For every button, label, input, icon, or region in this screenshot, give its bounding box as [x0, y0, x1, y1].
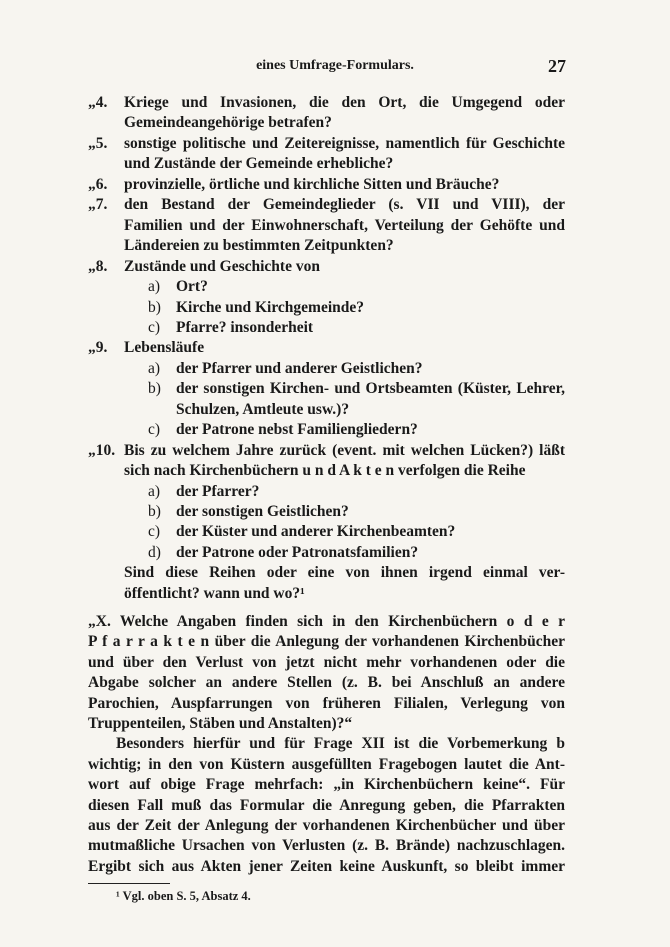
line-text: provinzielle, örtliche und kirchliche Sitten und Bräuche?: [124, 175, 500, 193]
sub-item-letter: b): [148, 380, 161, 398]
line-text: Sind diese Reihen oder eine von ihnen irgend einmal ver-: [124, 564, 565, 582]
line-text: der sonstigen Kirchen- und Ortsbeamten (Küster, Lehrer,: [176, 380, 565, 398]
paragraph-line: [88, 632, 565, 652]
line-text: Kirche und Kirchgemeinde?: [176, 298, 365, 316]
paragraph-line: [116, 734, 565, 754]
paragraph-line: [88, 694, 565, 714]
line-text: „X. Welche Angaben finden sich in den Kirchenbüchern o d e r: [88, 613, 565, 630]
line-text: der Patrone oder Patronatsfamilien?: [176, 543, 419, 561]
text-line: [176, 298, 565, 318]
paragraph-line: [88, 653, 565, 673]
text-line: [176, 502, 565, 522]
text-line: [124, 134, 565, 154]
line-text: wichtig; in den von Küstern ausgefüllten Fragebogen lautet die Ant-: [88, 755, 565, 773]
line-text: Bis zu welchem Jahre zurück (event. mit welchen Lücken?) läßt: [124, 441, 565, 459]
line-text: sonstige politische und Zeitereignisse, namentlich für Geschichte: [124, 134, 565, 152]
text-line: [176, 359, 565, 379]
line-text: Ergibt sich aus Akten jener Zeiten keine Auskunft, so bleibt immer: [88, 857, 565, 875]
line-text: Ort?: [176, 278, 208, 296]
line-text: und über den Verlust von jetzt nicht mehr vorhandenen oder die: [88, 653, 565, 671]
text-line: [176, 277, 565, 297]
text-line: [176, 482, 565, 502]
text-line: [176, 400, 565, 420]
item-number: „10.: [88, 441, 116, 459]
paragraph-line: [88, 612, 565, 632]
sub-item-letter: a): [148, 482, 161, 500]
line-text: mutmaßliche Ursachen von Verlusten (z. B. Brände) nachzuschlagen.: [88, 837, 565, 855]
line-text: den Bestand der Gemeindeglieder (s. VII und VIII), der: [124, 196, 565, 214]
line-text: Kriege und Invasionen, die den Ort, die Umgegend oder: [124, 94, 565, 111]
text-line: [124, 93, 565, 113]
text-line: [176, 379, 565, 399]
line-text: Gemeindeangehörige betrafen?: [124, 114, 332, 132]
line-text: öffentlicht? wann und wo?¹: [124, 584, 305, 602]
line-text: Truppenteilen, Stäben und Anstalten)?“: [88, 715, 353, 732]
line-text: P f a r r a k t e n über die Anlegung der vorhandenen Kirchenbücher: [88, 633, 565, 651]
text-line: [124, 113, 565, 133]
line-text: Parochien, Auspfarrungen von früheren Filialen, Verlegung von: [88, 694, 565, 712]
footnote-rule: [88, 883, 170, 884]
item-number: „8.: [88, 257, 108, 275]
line-text: sich nach Kirchenbüchern u n d A k t e n verfolgen die Reihe: [124, 462, 526, 480]
line-text: der Patrone nebst Familiengliedern?: [176, 421, 418, 439]
line-text: der Pfarrer und anderer Geistlichen?: [176, 359, 423, 377]
line-text: Familien und der Einwohnerschaft, Verteilung der Gehöfte und: [124, 216, 565, 234]
line-text: Abgabe solcher an andere Stellen (z. B. bei Anschluß an andere: [88, 674, 565, 692]
line-text: Lebensläufe: [124, 339, 205, 357]
running-title: eines Umfrage-Formulars.: [256, 58, 414, 73]
text-line: [176, 543, 565, 563]
footnote: ¹ Vgl. oben S. 5, Absatz 4.: [116, 889, 251, 903]
text-line: [124, 236, 565, 256]
text-line: [124, 584, 565, 604]
text-line: [124, 563, 565, 583]
text-line: [176, 318, 565, 338]
line-text: wort auf obige Frage mehrfach: „in Kirchenbüchern keine“. Für: [88, 776, 565, 794]
paragraph-line: [88, 816, 565, 836]
line-text: aus der Zeit der Anlegung der vorhandenen Kirchenbücher und über: [88, 817, 565, 834]
text-line: [124, 257, 565, 277]
line-text: und Zustände der Gemeinde erhebliche?: [124, 155, 394, 173]
text-line: [124, 338, 565, 358]
item-number: „6.: [88, 175, 108, 193]
item-number: „4.: [88, 94, 108, 111]
paragraph-line: [88, 796, 565, 816]
line-text: Pfarre? insonderheit: [176, 318, 314, 336]
sub-item-letter: a): [148, 278, 161, 296]
line-text: Schulzen, Amtleute usw.)?: [176, 400, 350, 418]
paragraph-line: [88, 857, 565, 877]
sub-item-letter: c): [148, 421, 161, 439]
sub-item-letter: c): [148, 523, 161, 541]
text-line: [124, 154, 565, 174]
item-number: „5.: [88, 134, 108, 152]
paragraph-line: [88, 836, 565, 856]
text-line: [124, 216, 565, 236]
paragraph-line: [88, 755, 565, 775]
text-line: [124, 175, 565, 195]
line-text: der Pfarrer?: [176, 482, 260, 500]
text-line: [176, 420, 565, 440]
sub-item-letter: d): [148, 543, 161, 561]
item-number: „9.: [88, 339, 108, 357]
text-line: [124, 195, 565, 215]
paragraph-line: [88, 673, 565, 693]
sub-item-letter: c): [148, 318, 161, 336]
sub-item-letter: a): [148, 359, 161, 377]
paragraph-line: [88, 775, 565, 795]
paragraph-line: [88, 714, 565, 734]
line-text: Besonders hierfür und für Frage XII ist die Vorbemerkung b: [116, 735, 565, 753]
item-number: „7.: [88, 196, 108, 214]
line-text: Zustände und Geschichte von: [124, 257, 320, 275]
text-line: [124, 441, 565, 461]
text-line: [176, 522, 565, 542]
line-text: der Küster und anderer Kirchenbeamten?: [176, 523, 456, 541]
line-text: Ländereien zu bestimmten Zeitpunkten?: [124, 237, 394, 255]
line-text: der sonstigen Geistlichen?: [176, 503, 349, 520]
page-number: 27: [548, 56, 566, 76]
sub-item-letter: b): [148, 298, 161, 316]
text-line: [124, 461, 565, 481]
sub-item-letter: b): [148, 503, 161, 520]
line-text: diesen Fall muß das Formular die Anregung geben, die Pfarrakten: [88, 796, 565, 814]
